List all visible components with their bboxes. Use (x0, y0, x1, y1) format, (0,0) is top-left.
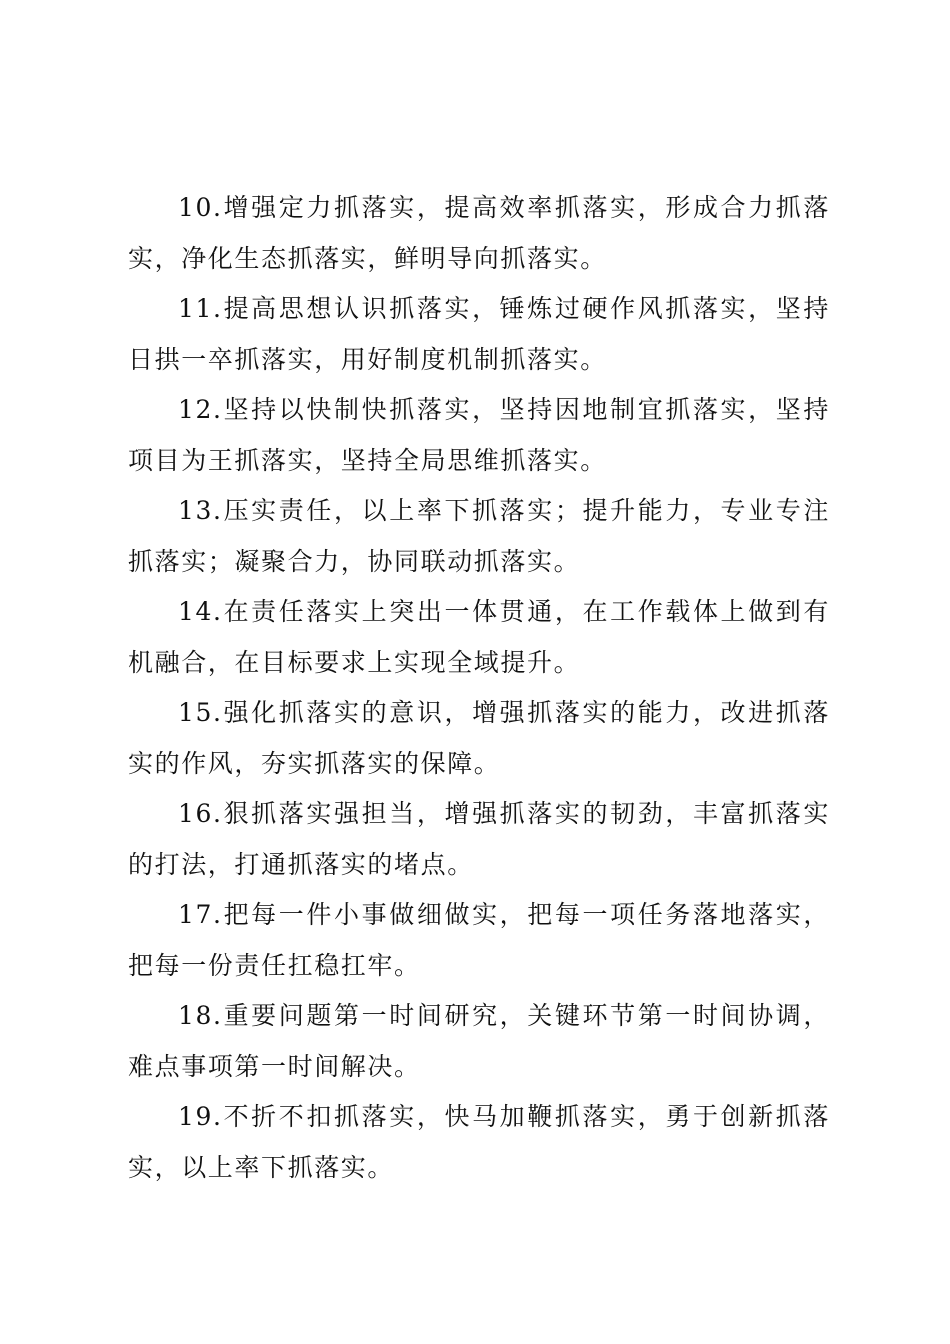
paragraph-10: 10.增强定力抓落实，提高效率抓落实，形成合力抓落实，净化生态抓落实，鲜明导向抓落实。 (128, 193, 830, 273)
paragraph-14: 14.在责任落实上突出一体贯通，在工作载体上做到有机融合，在目标要求上实现全域提升。 (128, 597, 830, 677)
paragraph-17: 17.把每一件小事做细做实，把每一项任务落地落实，把每一份责任扛稳扛牢。 (128, 900, 830, 980)
paragraph-15: 15.强化抓落实的意识，增强抓落实的能力，改进抓落实的作风，夯实抓落实的保障。 (128, 698, 830, 778)
paragraph-18: 18.重要问题第一时间研究，关键环节第一时间协调，难点事项第一时间解决。 (128, 1001, 830, 1081)
paragraph-16: 16.狠抓落实强担当，增强抓落实的韧劲，丰富抓落实的打法，打通抓落实的堵点。 (128, 799, 830, 879)
paragraph-13: 13.压实责任，以上率下抓落实；提升能力，专业专注抓落实；凝聚合力，协同联动抓落实。 (128, 496, 830, 576)
document-body (128, 183, 830, 1193)
paragraph-19: 19.不折不扣抓落实，快马加鞭抓落实，勇于创新抓落实，以上率下抓落实。 (128, 1102, 830, 1182)
paragraph-12: 12.坚持以快制快抓落实，坚持因地制宜抓落实，坚持项目为王抓落实，坚持全局思维抓落实。 (128, 395, 830, 475)
paragraph-11: 11.提高思想认识抓落实，锤炼过硬作风抓落实，坚持日拱一卒抓落实，用好制度机制抓落实。 (128, 294, 830, 374)
